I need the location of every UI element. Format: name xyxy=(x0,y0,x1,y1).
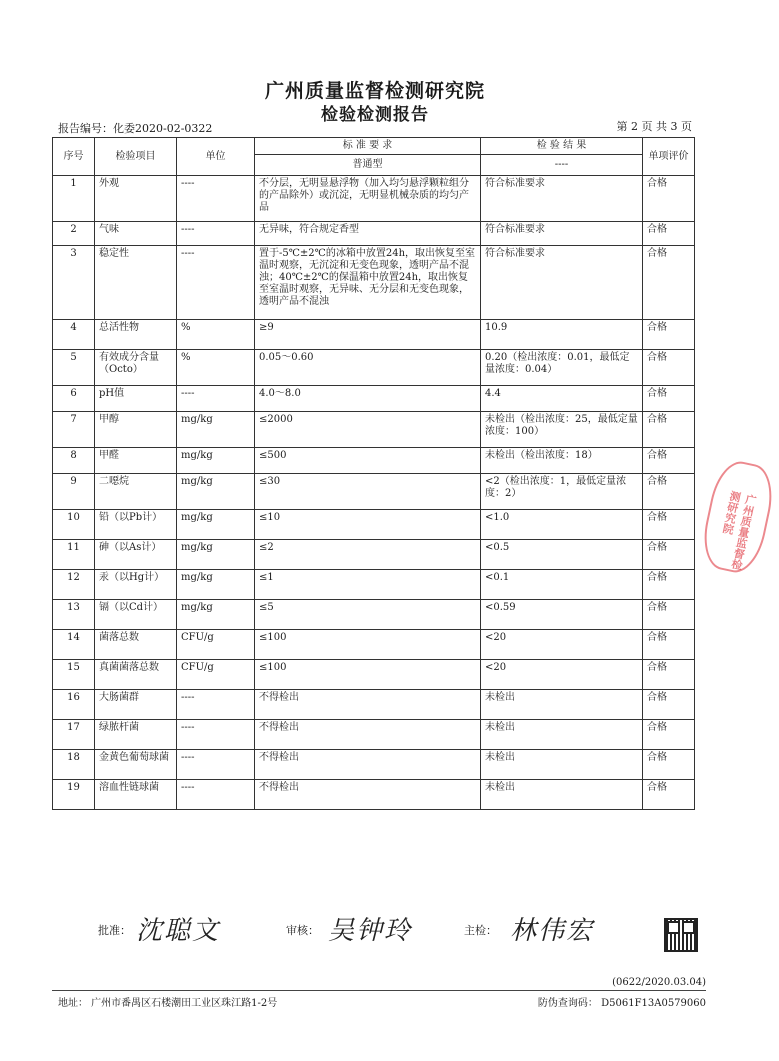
cell-no: 9 xyxy=(53,474,95,510)
cell-eval: 合格 xyxy=(643,222,695,246)
cell-no: 17 xyxy=(53,720,95,750)
cell-no: 19 xyxy=(53,780,95,810)
anti-fake-code: 防伪查询码： D5061F13A0579060 xyxy=(537,998,706,1009)
cell-item: 菌落总数 xyxy=(95,630,177,660)
cell-no: 15 xyxy=(53,660,95,690)
cell-eval: 合格 xyxy=(643,448,695,474)
approve-signature: 沈聪文 xyxy=(136,916,221,946)
cell-standard: 4.0～8.0 xyxy=(255,386,481,412)
cell-result: 未检出 xyxy=(481,720,643,750)
cell-no: 13 xyxy=(53,600,95,630)
cell-result: <0.59 xyxy=(481,600,643,630)
cell-result: <20 xyxy=(481,660,643,690)
footer-divider xyxy=(52,990,706,991)
cell-unit: ---- xyxy=(177,780,255,810)
cell-eval: 合格 xyxy=(643,176,695,222)
cell-standard: ≥9 xyxy=(255,320,481,350)
cell-item: pH值 xyxy=(95,386,177,412)
cell-result: <0.5 xyxy=(481,540,643,570)
inspect-signature: 林伟宏 xyxy=(510,916,595,946)
cell-unit: mg/kg xyxy=(177,540,255,570)
report-title: 检验检测报告 xyxy=(321,105,429,125)
cell-standard: ≤2000 xyxy=(255,412,481,448)
cell-no: 10 xyxy=(53,510,95,540)
cell-result: 符合标准要求 xyxy=(481,222,643,246)
cell-no: 7 xyxy=(53,412,95,448)
cell-result: 10.9 xyxy=(481,320,643,350)
cell-result: 未检出 xyxy=(481,780,643,810)
cell-item: 金黄色葡萄球菌 xyxy=(95,750,177,780)
cell-unit: mg/kg xyxy=(177,474,255,510)
cell-standard: 不得检出 xyxy=(255,720,481,750)
cell-result: 未检出 xyxy=(481,750,643,780)
cell-eval: 合格 xyxy=(643,540,695,570)
cell-result: <0.1 xyxy=(481,570,643,600)
cell-item: 甲醛 xyxy=(95,448,177,474)
cell-item: 溶血性链球菌 xyxy=(95,780,177,810)
seal-text: 广州质量监督检测研究院 xyxy=(720,489,758,571)
cell-standard: 不得检出 xyxy=(255,780,481,810)
cell-item: 镉（以Cd计） xyxy=(95,600,177,630)
cell-result: 0.20（检出浓度：0.01，最低定量浓度：0.04） xyxy=(481,350,643,386)
cell-result: 未检出 xyxy=(481,690,643,720)
table-row xyxy=(53,600,695,630)
cell-result: <20 xyxy=(481,630,643,660)
cell-no: 12 xyxy=(53,570,95,600)
cell-item: 总活性物 xyxy=(95,320,177,350)
cell-standard: ≤100 xyxy=(255,660,481,690)
table-row xyxy=(53,630,695,660)
cell-item: 稳定性 xyxy=(95,246,177,320)
header-no: 序号 xyxy=(53,138,95,176)
cell-result: <1.0 xyxy=(481,510,643,540)
cell-item: 有效成分含量（Octo） xyxy=(95,350,177,386)
cell-no: 18 xyxy=(53,750,95,780)
cell-eval: 合格 xyxy=(643,780,695,810)
cell-unit: CFU/g xyxy=(177,660,255,690)
cell-standard: ≤1 xyxy=(255,570,481,600)
cell-no: 8 xyxy=(53,448,95,474)
cell-unit: mg/kg xyxy=(177,412,255,448)
cell-unit: mg/kg xyxy=(177,510,255,540)
table-row xyxy=(53,176,695,222)
cell-no: 11 xyxy=(53,540,95,570)
cell-eval: 合格 xyxy=(643,570,695,600)
cell-no: 5 xyxy=(53,350,95,386)
header-standard-type: 普通型 xyxy=(255,155,481,176)
address: 地址： 广州市番禺区石楼潮田工业区珠江路1-2号 xyxy=(58,998,278,1009)
table-row xyxy=(53,720,695,750)
cell-standard: ≤100 xyxy=(255,630,481,660)
cell-item: 二噁烷 xyxy=(95,474,177,510)
cell-item: 绿脓杆菌 xyxy=(95,720,177,750)
table-row xyxy=(53,222,695,246)
table-row xyxy=(53,246,695,320)
header-unit: 单位 xyxy=(177,138,255,176)
cell-standard: 不分层，无明显悬浮物（加入均匀悬浮颗粒组分的产品除外）或沉淀，无明显机械杂质的均匀产品 xyxy=(255,176,481,222)
cell-standard: ≤30 xyxy=(255,474,481,510)
table-row xyxy=(53,320,695,350)
cell-eval: 合格 xyxy=(643,474,695,510)
cell-standard: ≤500 xyxy=(255,448,481,474)
cell-unit: mg/kg xyxy=(177,570,255,600)
cell-unit: % xyxy=(177,320,255,350)
cell-eval: 合格 xyxy=(643,660,695,690)
cell-eval: 合格 xyxy=(643,750,695,780)
cell-standard: 置于-5℃±2℃的冰箱中放置24h，取出恢复至室温时观察，无沉淀和无变色现象，透明产品不混浊；40℃±2℃的保温箱中放置24h，取出恢复至室温时观察，无异味、无分层和无变色现象，透明产品不混浊 xyxy=(255,246,481,320)
cell-no: 1 xyxy=(53,176,95,222)
review-signature: 吴钟玲 xyxy=(328,916,413,946)
table-row xyxy=(53,510,695,540)
table-row xyxy=(53,570,695,600)
institute-title: 广州质量监督检测研究院 xyxy=(264,80,485,102)
table-row xyxy=(53,690,695,720)
inspect-label: 主检： xyxy=(464,924,497,937)
cell-item: 大肠菌群 xyxy=(95,690,177,720)
header-eval: 单项评价 xyxy=(643,138,695,176)
cell-result: 符合标准要求 xyxy=(481,246,643,320)
cell-eval: 合格 xyxy=(643,630,695,660)
cell-eval: 合格 xyxy=(643,320,695,350)
cell-no: 2 xyxy=(53,222,95,246)
cell-eval: 合格 xyxy=(643,386,695,412)
qr-code xyxy=(664,918,698,952)
review-label: 审核： xyxy=(286,924,319,937)
cell-standard: 不得检出 xyxy=(255,690,481,720)
cell-standard: ≤5 xyxy=(255,600,481,630)
table-row xyxy=(53,660,695,690)
cell-result: <2（检出浓度：1，最低定量浓度：2） xyxy=(481,474,643,510)
table-row xyxy=(53,448,695,474)
official-seal xyxy=(697,457,779,577)
cell-unit: % xyxy=(177,350,255,386)
approve-label: 批准： xyxy=(98,924,131,937)
header-result: 检 验 结 果 xyxy=(481,138,643,155)
cell-item: 铅（以Pb计） xyxy=(95,510,177,540)
cell-no: 16 xyxy=(53,690,95,720)
table-row xyxy=(53,386,695,412)
header-item: 检验项目 xyxy=(95,138,177,176)
cell-eval: 合格 xyxy=(643,350,695,386)
cell-no: 3 xyxy=(53,246,95,320)
cell-unit: ---- xyxy=(177,246,255,320)
cell-item: 外观 xyxy=(95,176,177,222)
table-body xyxy=(53,176,695,810)
cell-unit: ---- xyxy=(177,176,255,222)
cell-item: 气味 xyxy=(95,222,177,246)
report-number: 报告编号：化委2020-02-0322 xyxy=(58,122,213,135)
cell-result: 未检出（检出浓度：18） xyxy=(481,448,643,474)
cell-no: 4 xyxy=(53,320,95,350)
cell-standard: ≤2 xyxy=(255,540,481,570)
cell-result: 符合标准要求 xyxy=(481,176,643,222)
cell-item: 甲醇 xyxy=(95,412,177,448)
cell-eval: 合格 xyxy=(643,246,695,320)
cell-result: 4.4 xyxy=(481,386,643,412)
table-row xyxy=(53,474,695,510)
cell-item: 真菌菌落总数 xyxy=(95,660,177,690)
cell-no: 6 xyxy=(53,386,95,412)
cell-eval: 合格 xyxy=(643,600,695,630)
cell-unit: ---- xyxy=(177,720,255,750)
header-result-sub: ---- xyxy=(481,155,643,176)
cell-standard: ≤10 xyxy=(255,510,481,540)
cell-unit: ---- xyxy=(177,386,255,412)
cell-standard: 无异味，符合规定香型 xyxy=(255,222,481,246)
cell-unit: ---- xyxy=(177,750,255,780)
page-indicator: 第 2 页 共 3 页 xyxy=(616,120,692,133)
table-row xyxy=(53,780,695,810)
cell-standard: 不得检出 xyxy=(255,750,481,780)
cell-unit: ---- xyxy=(177,690,255,720)
cell-unit: ---- xyxy=(177,222,255,246)
cell-result: 未检出（检出浓度：25，最低定量浓度：100） xyxy=(481,412,643,448)
form-code: (0622/2020.03.04) xyxy=(612,977,706,988)
cell-eval: 合格 xyxy=(643,720,695,750)
inspection-table xyxy=(52,137,695,810)
cell-eval: 合格 xyxy=(643,510,695,540)
cell-no: 14 xyxy=(53,630,95,660)
cell-unit: mg/kg xyxy=(177,448,255,474)
table-row xyxy=(53,750,695,780)
cell-eval: 合格 xyxy=(643,412,695,448)
cell-unit: mg/kg xyxy=(177,600,255,630)
cell-eval: 合格 xyxy=(643,690,695,720)
cell-item: 砷（以As计） xyxy=(95,540,177,570)
header-standard: 标 准 要 求 xyxy=(255,138,481,155)
cell-standard: 0.05～0.60 xyxy=(255,350,481,386)
cell-unit: CFU/g xyxy=(177,630,255,660)
table-row xyxy=(53,540,695,570)
table-row xyxy=(53,412,695,448)
table-row xyxy=(53,350,695,386)
cell-item: 汞（以Hg计） xyxy=(95,570,177,600)
